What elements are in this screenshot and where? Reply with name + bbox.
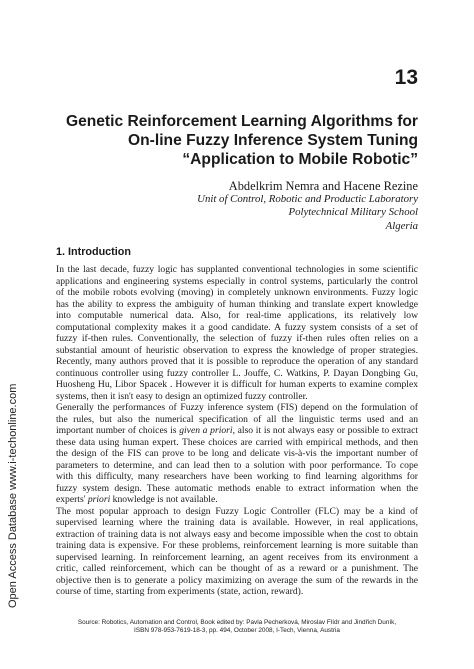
body-line: of the mobile robots evolving (moving) in completely unknown environments. Fuzzy logic	[56, 287, 418, 298]
affiliation-line: Unit of Control, Robotic and Productic Laboratory	[197, 193, 418, 205]
body-line: computational complexity makes it a good candidate. A fuzzy system consists of a set of	[56, 321, 418, 333]
emphasis: given a priori	[179, 425, 233, 436]
chapter-number: 13	[394, 66, 418, 89]
title-line: Genetic Reinforcement Learning Algorithms for	[65, 113, 418, 130]
affiliation-line: Algeria	[385, 219, 418, 232]
body-line: Recently, many authors proved that it is possible to reproduce the operation of any standard	[56, 356, 418, 367]
section-heading: 1. Introduction	[56, 246, 131, 258]
body-line: parameters to determine, and can lead then to a solution with poor performance. To cope	[56, 459, 418, 471]
side-watermark: Open Access Database www.i-techonline.com	[7, 383, 19, 608]
body-line: fuzzy if-then rules. Conventionally, the selection of fuzzy if-then rules often relies on a	[56, 333, 418, 344]
body-line: with this difficulty, many researchers have been working to find learning algorithms for	[56, 471, 418, 482]
author-block	[197, 179, 418, 233]
emphasis: priori	[87, 494, 111, 505]
body-line: In the last decade, fuzzy logic has supplanted conventional technologies in some scientific	[56, 264, 418, 275]
body-line: continuous controller using fuzzy controller L. Jouffe, C. Watkins, P. Dayan Dongbing Gu,	[56, 367, 418, 379]
chapter-title	[18, 112, 418, 169]
body-line: substantial amount of heuristic observation to express the knowledge of proper strategies.	[56, 344, 418, 356]
body-line: Huosheng Hu, Libor Spacek . However it is difficult for human experts to examine complex	[56, 379, 418, 390]
body-line: important number of choices is given a priori, also it is not always easy or possible to extract	[56, 425, 418, 436]
body-line: The most popular approach to design Fuzzy Logic Controller (FLC) may be a kind of	[56, 505, 418, 517]
body-line: fuzzy system design. These automatic methods enable to extract information when the	[56, 482, 418, 494]
body-line: the design of the FIS can prove to be long and delicate vis-à-vis the important number of	[56, 448, 418, 459]
title-line: On-line Fuzzy Inference System Tuning	[128, 132, 418, 149]
title-line: “Application to Mobile Robotic”	[182, 151, 418, 168]
body-line: course of time, starting from experiments (state, action, reward).	[56, 586, 304, 597]
body-line: training data is expensive. For these problems, reinforcement learning is more suitable than	[56, 540, 418, 551]
source-footer	[56, 619, 418, 636]
body-line: systems, then it isn't easy to design an optimized fuzzy controller.	[56, 390, 308, 402]
body-line: experts' priori knowledge is not available.	[56, 494, 218, 505]
author-names: Abdelkrim Nemra and Hacene Rezine	[228, 179, 418, 193]
body-line: the rules, but also the numerical specification of all the linguistic terms used and an	[56, 413, 418, 425]
body-line: Generally the performances of Fuzzy inference system (FIS) depend on the formulation of	[56, 402, 418, 413]
footer-line: Source: Robotics, Automation and Control, Book edited by: Pavla Pecherková, Miroslav Flídr and Jindřich Duník,	[77, 619, 397, 626]
affiliation-line: Polytechnical Military School	[288, 206, 418, 219]
body-line: extraction of training data is not always easy and become impossible when the cost to obtain	[56, 528, 418, 540]
body-line: supervised learning. In reinforcement learning, an agent receives from its environment a	[56, 551, 418, 563]
footer-line: ISBN 978-953-7619-18-3, pp. 494, October 2008, I-Tech, Vienna, Austria	[134, 627, 340, 635]
body-line: critic, called reinforcement, which can be thought of as a reward or a punishment. The	[56, 563, 418, 574]
body-text	[56, 264, 418, 598]
body-line: applications and engineering systems especially in control systems, particularly the control	[56, 275, 418, 287]
body-line: supervised learning where the training data is available. However, in real applications,	[56, 517, 418, 528]
body-line: these data using human expert. These choices are carried with empirical methods, and then	[56, 436, 418, 448]
body-line: into computable numerical data. Also, for real-time applications, its relatively low	[56, 310, 418, 321]
body-line: objective then is to generate a policy maximizing on average the sum of the rewards in the	[56, 574, 418, 586]
body-line: has the ability to express the ambiguity of human thinking and translate expert knowledge	[56, 298, 418, 310]
